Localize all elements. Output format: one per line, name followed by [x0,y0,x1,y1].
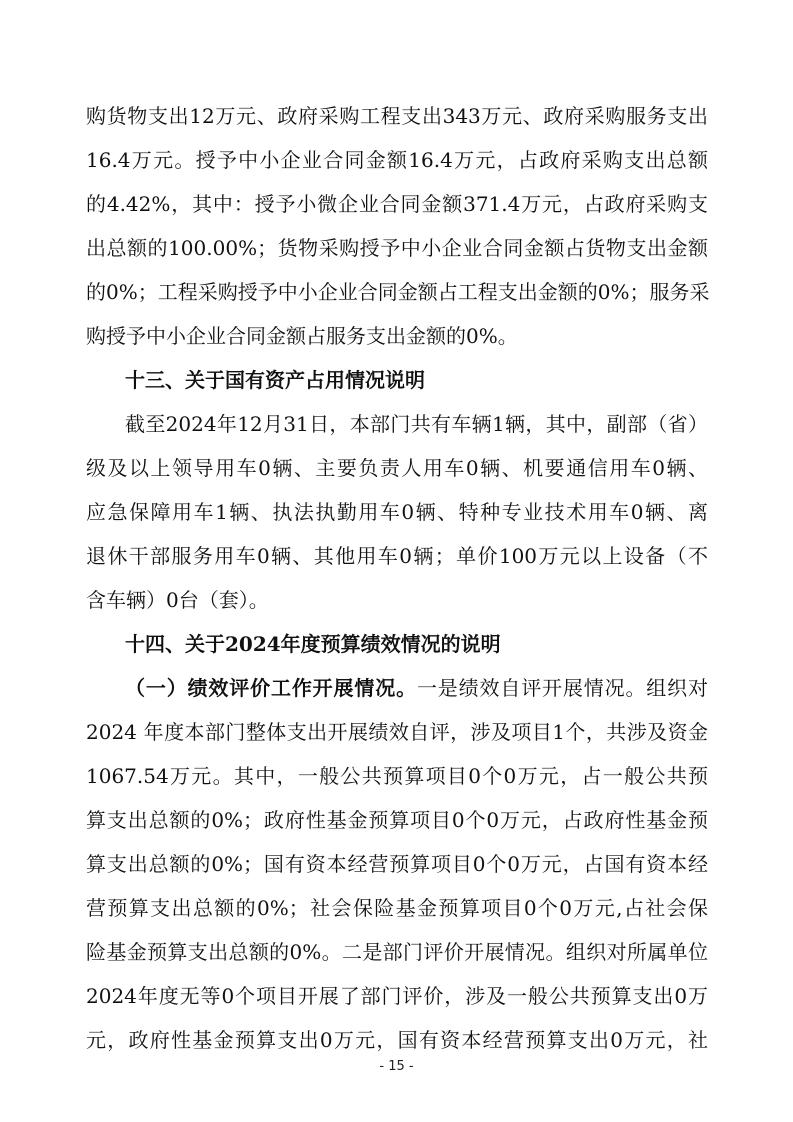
paragraph-line: 2024 年度本部门整体支出开展绩效自评，涉及项目1个，共涉及资金 [86,720,708,744]
paragraph-line: 元，政府性基金预算支出0万元，国有资本经营预算支出0万元，社 [86,1028,708,1052]
page-number: - 15 - [379,1059,414,1074]
paragraph-line: 购货物支出12万元、政府采购工程支出343万元、政府采购服务支出 [86,104,708,128]
paragraph-line: 险基金预算支出总额的0%。二是部门评价开展情况。组织对所属单位 [86,940,708,964]
paragraph-line: 16.4万元。授予中小企业合同金额16.4万元，占政府采购支出总额 [86,148,708,172]
paragraph-line: 2024年度无等0个项目开展了部门评价，涉及一般公共预算支出0万 [86,984,708,1008]
subsection-heading: （一）绩效评价工作开展情况。 [125,676,417,700]
paragraph-line: 的0%；工程采购授予中小企业合同金额占工程支出金额的0%；服务采 [86,280,710,304]
paragraph-line: 级及以上领导用车0辆、主要负责人用车0辆、机要通信用车0辆、 [86,456,708,480]
paragraph-line: 出总额的100.00%；货物采购授予中小企业合同金额占货物支出金额 [86,236,708,260]
paragraph-line: 应急保障用车1辆、执法执勤用车0辆、特种专业技术用车0辆、离 [86,500,708,524]
paragraph-line: 购授予中小企业合同金额占服务支出金额的0%。 [86,324,518,348]
paragraph-line: 算支出总额的0%；国有资本经营预算项目0个0万元，占国有资本经 [86,852,708,876]
paragraph-line: 退休干部服务用车0辆、其他用车0辆；单价100万元以上设备（不 [86,544,708,568]
section-heading-14: 十四、关于2024年度预算绩效情况的说明 [125,632,501,656]
paragraph-line: 1067.54万元。其中，一般公共预算项目0个0万元，占一般公共预 [86,764,708,788]
paragraph-line: 含车辆）0台（套）。 [86,588,269,612]
subsection-line [125,676,708,700]
paragraph-line: 截至2024年12月31日，本部门共有车辆1辆，其中，副部（省） [125,412,708,436]
section-heading-13: 十三、关于国有资产占用情况说明 [125,368,425,392]
paragraph-line: 营预算支出总额的0%；社会保险基金预算项目0个0万元,占社会保 [86,896,708,920]
subsection-text: 一是绩效自评开展情况。组织对 [416,676,709,700]
paragraph-line: 算支出总额的0%；政府性基金预算项目0个0万元，占政府性基金预 [86,808,708,832]
paragraph-line: 的4.42%，其中：授予小微企业合同金额371.4万元，占政府采购支 [86,192,708,216]
